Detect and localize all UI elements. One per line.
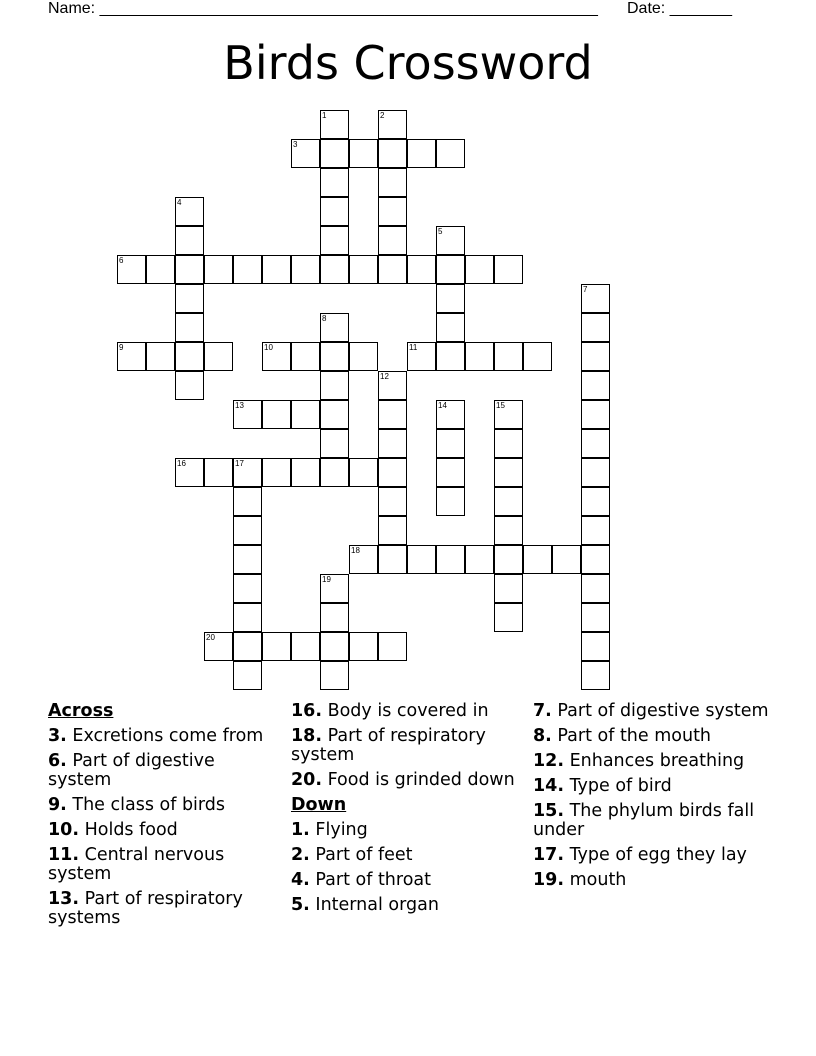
grid-cell[interactable] [378,400,407,429]
clue-column-2 [291,702,521,921]
grid-cell[interactable] [581,371,610,400]
grid-cell[interactable] [320,139,349,168]
grid-cell[interactable] [378,632,407,661]
grid-cell[interactable] [494,487,523,516]
grid-cell[interactable] [581,545,610,574]
clue-across-16: 16. Body is covered in [291,701,489,721]
clue-column-3 [533,702,773,896]
clue-number-1: 1 [322,111,327,120]
grid-cell[interactable] [320,168,349,197]
clue-down-12: 12. Enhances breathing [533,751,745,771]
clue-across-13: 13. Part of respiratory systems [48,889,243,928]
clue-number-17: 17 [235,459,244,468]
across-heading: Across [48,701,114,721]
grid-cell[interactable] [349,458,378,487]
grid-cell[interactable] [204,255,233,284]
grid-cell[interactable] [523,545,552,574]
grid-cell[interactable] [378,429,407,458]
clue-down-8: 8. Part of the mouth [533,726,712,746]
grid-cell[interactable] [407,545,436,574]
grid-cell[interactable] [378,458,407,487]
grid-cell[interactable] [494,255,523,284]
grid-cell[interactable] [320,661,349,690]
grid-cell[interactable] [494,342,523,371]
grid-cell[interactable] [291,255,320,284]
name-label: Name: [48,0,96,17]
clue-down-1: 1. Flying [291,820,368,840]
clue-number-10: 10 [264,343,273,352]
grid-cell[interactable] [436,139,465,168]
clue-across-3: 3. Excretions come from [48,726,264,746]
clue-number-11: 11 [409,343,418,352]
grid-cell[interactable] [320,632,349,661]
clue-across-20: 20. Food is grinded down [291,770,515,790]
grid-cell[interactable] [204,458,233,487]
grid-cell[interactable] [581,661,610,690]
grid-cell[interactable] [233,255,262,284]
grid-cell[interactable] [262,400,291,429]
clue-number-8: 8 [322,314,327,323]
page-title: Birds Crossword [223,36,593,90]
grid-cell[interactable] [262,458,291,487]
clue-number-14: 14 [438,401,447,410]
clue-number-13: 13 [235,401,244,410]
grid-cell[interactable] [175,284,204,313]
grid-cell[interactable] [407,139,436,168]
grid-cell[interactable] [436,429,465,458]
clue-down-17: 17. Type of egg they lay [533,845,747,865]
grid-cell[interactable] [349,342,378,371]
clue-across-9: 9. The class of birds [48,795,226,815]
clue-column-1 [48,702,278,934]
grid-cell[interactable] [378,255,407,284]
grid-cell[interactable] [320,371,349,400]
grid-cell[interactable] [262,632,291,661]
grid-cell[interactable] [233,632,262,661]
clue-across-11: 11. Central nervous system [48,845,225,884]
grid-cell[interactable] [494,574,523,603]
clue-number-4: 4 [177,198,182,207]
grid-cell[interactable] [436,545,465,574]
clue-down-7: 7. Part of digestive system [533,701,769,721]
grid-cell[interactable] [494,545,523,574]
clue-number-7: 7 [583,285,588,294]
grid-cell[interactable] [378,197,407,226]
grid-cell[interactable] [320,342,349,371]
grid-cell[interactable] [378,545,407,574]
grid-cell[interactable] [378,487,407,516]
grid-cell[interactable] [291,458,320,487]
grid-cell[interactable] [233,516,262,545]
grid-cell[interactable] [465,342,494,371]
grid-cell[interactable] [146,255,175,284]
grid-cell[interactable] [581,516,610,545]
grid-cell[interactable] [436,487,465,516]
grid-cell[interactable] [291,400,320,429]
grid-cell[interactable] [581,487,610,516]
clue-across-10: 10. Holds food [48,820,178,840]
grid-cell[interactable] [320,603,349,632]
clue-number-12: 12 [380,372,389,381]
grid-cell[interactable] [291,632,320,661]
grid-cell[interactable] [581,342,610,371]
grid-cell[interactable] [436,255,465,284]
grid-cell[interactable] [494,603,523,632]
clue-number-15: 15 [496,401,505,410]
date-blank[interactable]: _______ [669,0,732,17]
grid-cell[interactable] [175,313,204,342]
clue-down-2: 2. Part of feet [291,845,413,865]
clue-number-19: 19 [322,575,331,584]
name-blank[interactable]: ________________________________________________________ [99,0,598,17]
down-heading: Down [291,795,347,815]
grid-cell[interactable] [436,284,465,313]
clue-number-20: 20 [206,633,215,642]
grid-cell[interactable] [349,255,378,284]
grid-cell[interactable] [436,313,465,342]
clue-number-16: 16 [177,459,186,468]
grid-cell[interactable] [494,429,523,458]
grid-cell[interactable] [378,168,407,197]
grid-cell[interactable] [204,342,233,371]
grid-cell[interactable] [233,574,262,603]
grid-cell[interactable] [320,400,349,429]
grid-cell[interactable] [175,342,204,371]
grid-cell[interactable] [233,545,262,574]
grid-cell[interactable] [291,342,320,371]
clue-down-19: 19. mouth [533,870,627,890]
clue-number-6: 6 [119,256,124,265]
grid-cell[interactable] [233,487,262,516]
grid-cell[interactable] [320,255,349,284]
date-label: Date: [627,0,666,17]
clue-down-15: 15. The phylum birds fall under [533,801,755,840]
grid-cell[interactable] [320,197,349,226]
grid-cell[interactable] [436,342,465,371]
grid-cell[interactable] [552,545,581,574]
grid-cell[interactable] [233,603,262,632]
clue-down-14: 14. Type of bird [533,776,672,796]
grid-cell[interactable] [175,371,204,400]
clue-number-3: 3 [293,140,298,149]
grid-cell[interactable] [494,516,523,545]
grid-cell[interactable] [581,603,610,632]
clue-down-4: 4. Part of throat [291,870,432,890]
grid-cell[interactable] [581,429,610,458]
grid-cell[interactable] [581,632,610,661]
grid-cell[interactable] [436,458,465,487]
grid-cell[interactable] [465,545,494,574]
grid-cell[interactable] [523,342,552,371]
grid-cell[interactable] [146,342,175,371]
grid-cell[interactable] [378,516,407,545]
grid-cell[interactable] [581,574,610,603]
clue-down-5: 5. Internal organ [291,895,439,915]
grid-cell[interactable] [465,255,494,284]
grid-cell[interactable] [581,458,610,487]
clue-number-18: 18 [351,546,360,555]
clue-number-2: 2 [380,111,385,120]
grid-cell[interactable] [175,255,204,284]
grid-cell[interactable] [320,458,349,487]
grid-cell[interactable] [581,400,610,429]
grid-cell[interactable] [320,226,349,255]
clue-across-6: 6. Part of digestive system [48,751,215,790]
clue-number-9: 9 [119,343,124,352]
grid-cell[interactable] [378,139,407,168]
grid-cell[interactable] [581,313,610,342]
clue-across-18: 18. Part of respiratory system [291,726,486,765]
clue-number-5: 5 [438,227,443,236]
grid-cell[interactable] [175,226,204,255]
grid-cell[interactable] [407,255,436,284]
grid-cell[interactable] [378,226,407,255]
grid-cell[interactable] [233,661,262,690]
grid-cell[interactable] [494,458,523,487]
grid-cell[interactable] [262,255,291,284]
grid-cell[interactable] [349,139,378,168]
grid-cell[interactable] [320,429,349,458]
grid-cell[interactable] [349,632,378,661]
